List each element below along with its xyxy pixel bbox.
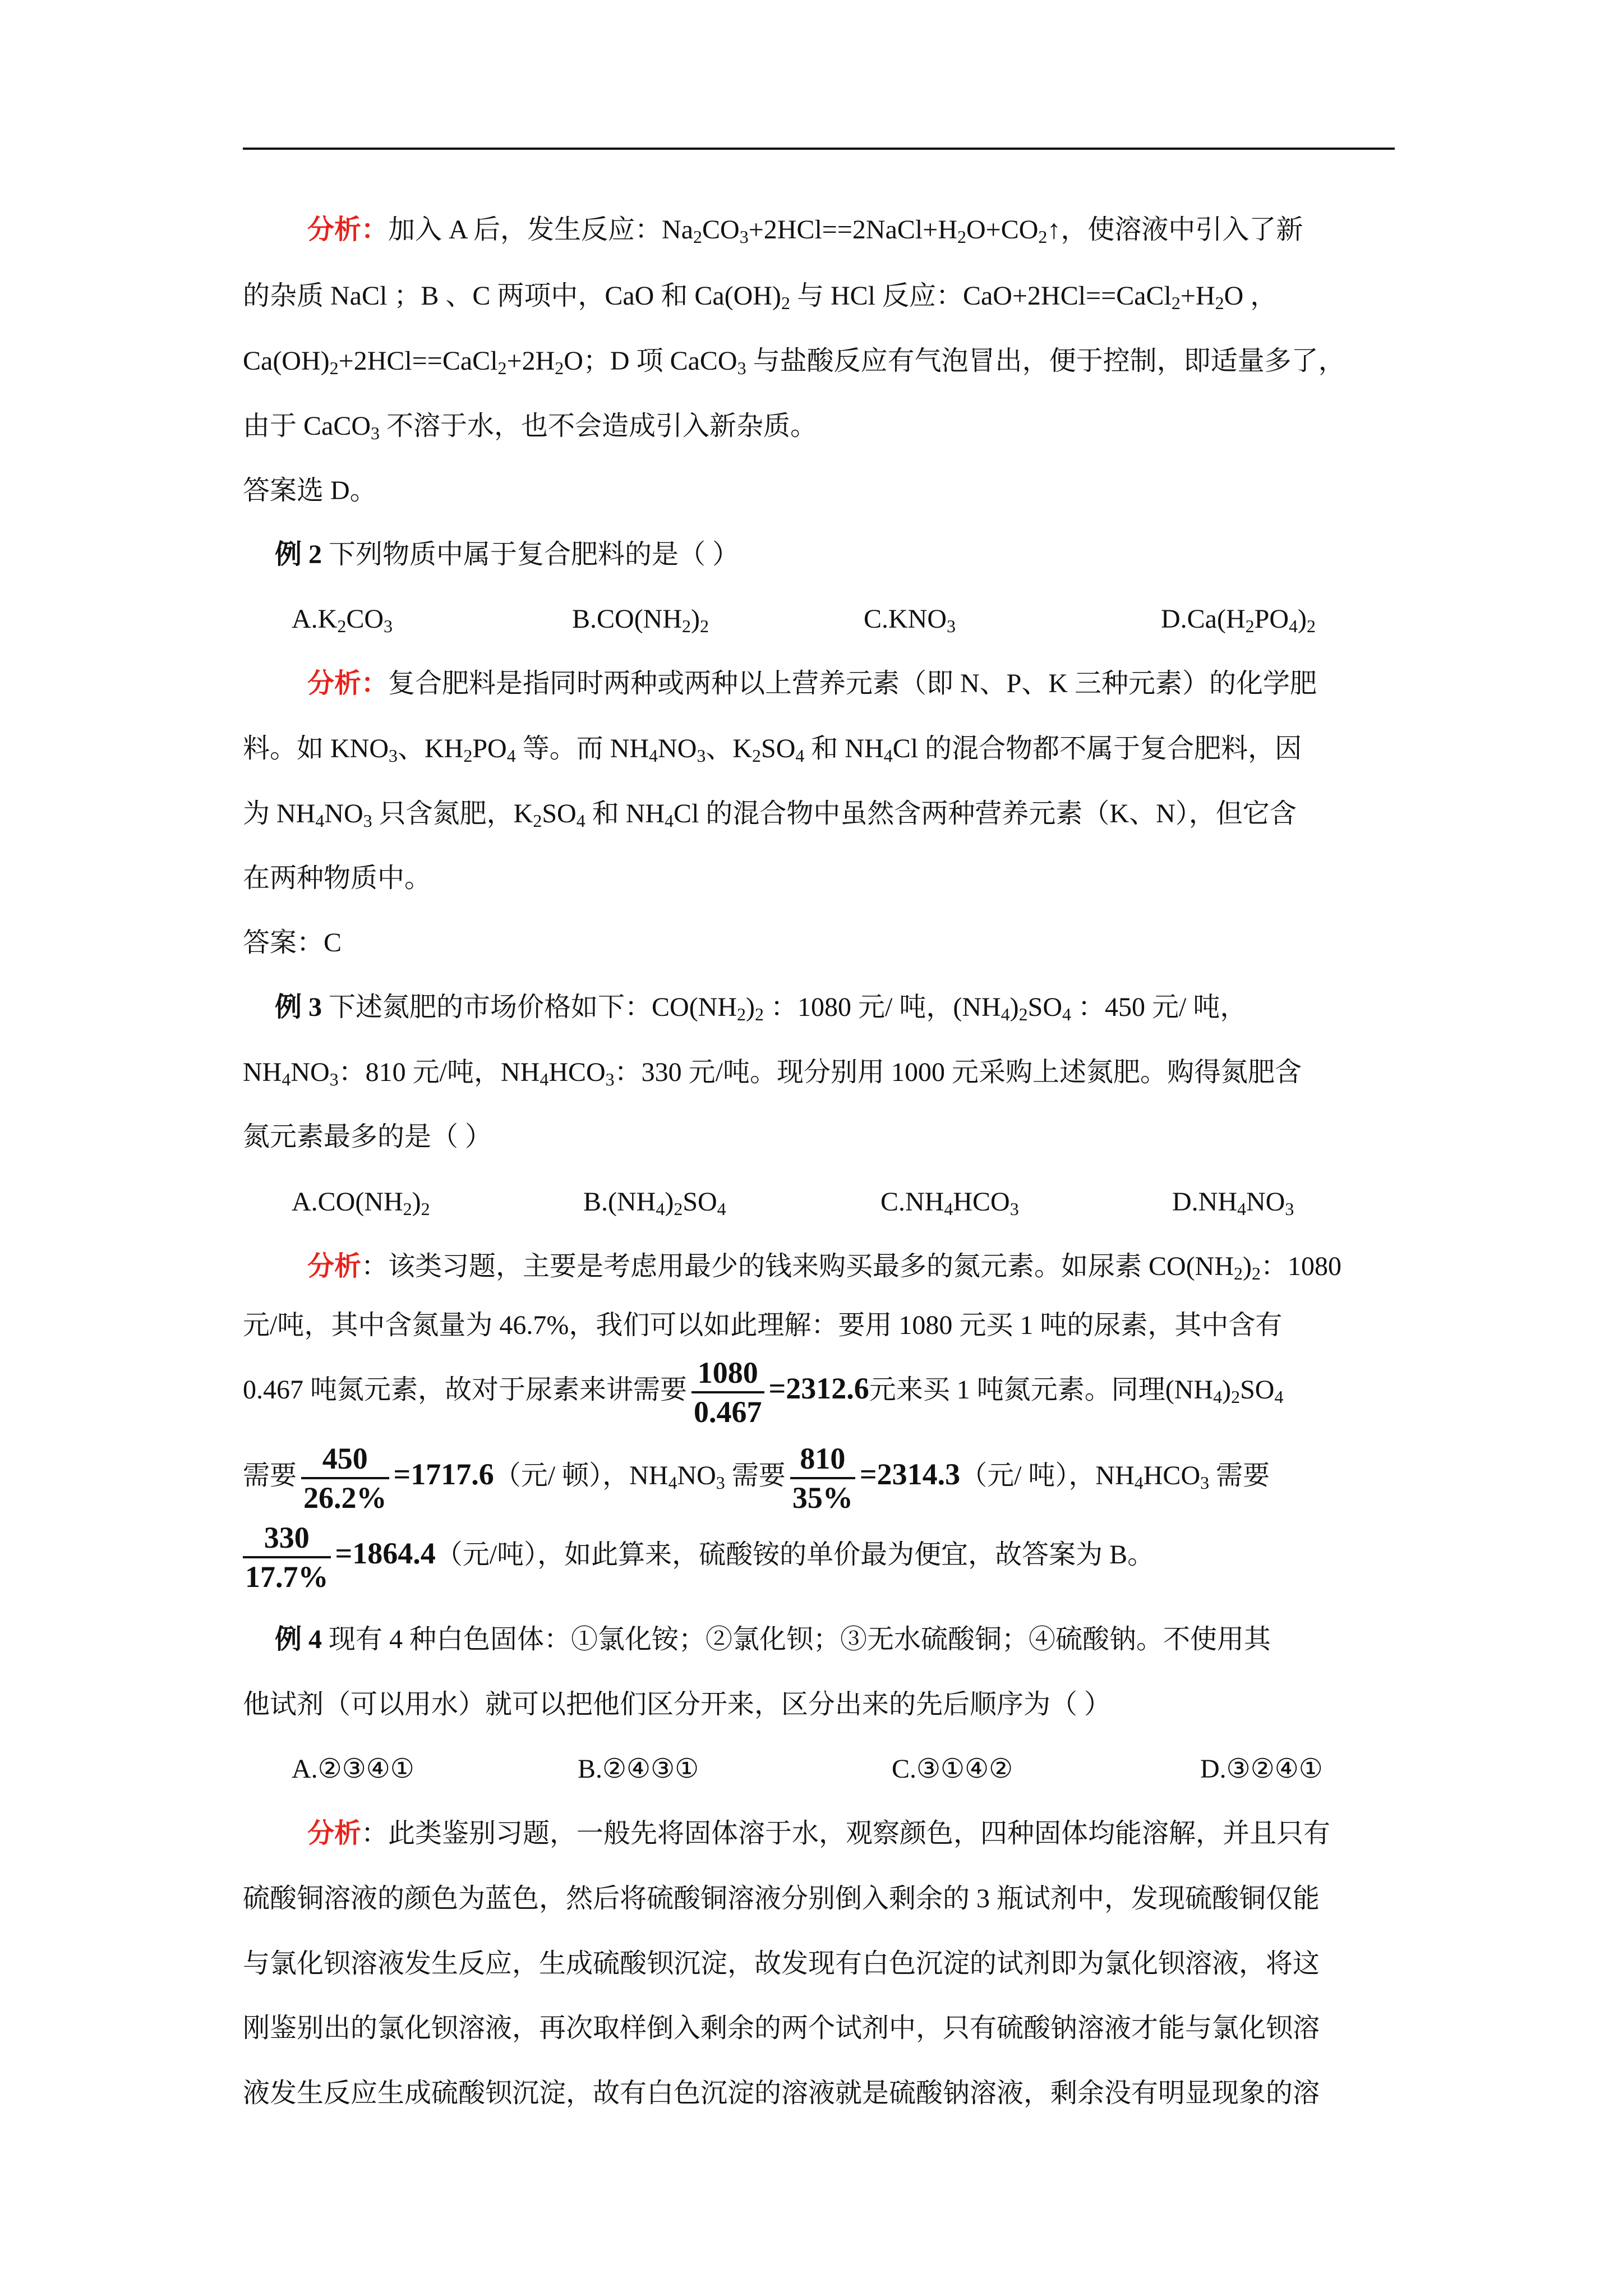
analysis-label: 分析： [307, 215, 389, 245]
analysis-1-line-2: 的杂质 NaCl ；B 、C 两项中，CaO 和 $Ca(OH)_2$ 与 HCl 反应：$CaO+2HCl==CaCl_2+H_2O$ ， [243, 281, 1278, 313]
header-rule [243, 148, 1395, 150]
analysis-4-line-3: 与氯化钡溶液发生反应，生成硫酸钡沉淀，故发现有白色沉淀的试剂即为氯化钡溶液，将这 [243, 1949, 1320, 1978]
analysis-4-line-4: 刚鉴别出的氯化钡溶液，再次取样倒入剩余的两个试剂中，只有硫酸钠溶液才能与氯化钡溶 [243, 2013, 1320, 2043]
analysis-label: 分析 [307, 1251, 362, 1281]
analysis-4-line-2: 硫酸铜溶液的颜色为蓝色，然后将硫酸铜溶液分别倒入剩余的 3 瓶试剂中，发现硫酸铜仅能 [243, 1884, 1320, 1913]
answer-1: 答案选 D。 [243, 476, 377, 505]
fraction-ammonium-sulfate: $\frac{450}{26.2\%}$ [301, 1443, 389, 1513]
example-2-option-d: $D.Ca(H_2PO_4)_2$ [1161, 604, 1316, 636]
example-4-label: 例 4 [275, 1625, 322, 1654]
analysis-4-line-5: 液发生反应生成硫酸钡沉淀，故有白色沉淀的溶液就是硫酸钠溶液，剩余没有明显现象的溶 [243, 2078, 1320, 2108]
example-3-option-d: $D.NH_4NO_3$ [1172, 1187, 1294, 1219]
example-3-question-line-2: $NH_4NO_3$：810 元/吨，$NH_4HCO_3$：330 元/吨。现分别用 1000 元采购上述氮肥。购得氮肥含 [243, 1057, 1302, 1089]
example-2-question: 例 2 下列物质中属于复合肥料的是（ ） [275, 540, 740, 569]
analysis-1-line-1: 分析：加入 A 后，发生反应：$Na_2CO_3+2HCl==2NaCl+H_2O+CO_2↑$，使溶液中引入了新 [307, 215, 1303, 247]
analysis-2-line-2: 料。如 $KNO_3$、$KH_2PO_4$ 等。而 $NH_4NO_3$、$K_2SO_4$ 和 $NH_4Cl$ 的混合物都不属于复合肥料，因 [243, 734, 1302, 766]
example-2-label: 例 2 [275, 540, 322, 569]
analysis-1-line-3: $Ca(OH)_2+2HCl==CaCl_2+2H_2O$；D 项 CaCO$_3$ 与盐酸反应有气泡冒出，便于控制，即适量多了， [243, 346, 1345, 378]
analysis-2-line-1: 分析：复合肥料是指同时两种或两种以上营养元素（即 N、P、K 三种元素）的化学肥 [307, 669, 1317, 698]
example-3-label: 例 3 [275, 992, 322, 1022]
example-2-option-c: $C.KNO_3$ [864, 604, 956, 636]
analysis-label: 分析 [307, 1819, 362, 1848]
fraction-urea: $\frac{1080}{0.467}$ [691, 1358, 764, 1427]
example-4-question-line-2: 他试剂（可以用水）就可以把他们区分开来，区分出来的先后顺序为（ ） [243, 1690, 1112, 1719]
answer-2: 答案：C [243, 928, 342, 958]
fraction-ammonium-nitrate: $\frac{810}{35\%}$ [790, 1443, 855, 1513]
analysis-label: 分析： [307, 669, 389, 698]
example-4-question-line-1: 例 4 现有 4 种白色固体：①氯化铵；②氯化钡；③无水硫酸铜；④硫酸钠。不使用其 [275, 1625, 1271, 1654]
analysis-3-line-2: 元/吨，其中含氮量为 46.7%，我们可以如此理解：要用 1080 元买 1 吨的尿素，其中含有 [243, 1310, 1283, 1340]
example-3-question-line-3: 氮元素最多的是（ ） [243, 1122, 492, 1152]
example-3-option-c: $C.NH_4HCO_3$ [880, 1187, 1019, 1219]
example-2-option-a: $A.K_2CO_3$ [292, 604, 393, 636]
analysis-3-line-5: $\frac{330}{17.7\%}$ =1864.4（元/吨），如此算来，硫酸铵的单价最为便宜，故答案为 B。 [243, 1522, 1154, 1592]
example-4-option-b: B.②④③① [578, 1754, 699, 1784]
example-4-option-a: A.②③④① [292, 1754, 414, 1784]
analysis-1-line-4: 由于 CaCO$_3$ 不溶于水，也不会造成引入新杂质。 [243, 411, 818, 443]
example-4-option-d: D.③②④① [1200, 1754, 1323, 1784]
analysis-3-line-4: 需要 $\frac{450}{26.2\%}$ =1717.6（元/ 顿），$NH_4NO_3$ 需要 $\frac{810}{35\%}$ =2314.3（元/ 吨），$NH_4HCO_3$ 需要 [243, 1442, 1270, 1515]
analysis-4-line-1: 分析：此类鉴别习题，一般先将固体溶于水，观察颜色，四种固体均能溶解，并且只有 [307, 1819, 1331, 1848]
example-2-option-b: $B.CO(NH_2)_2$ [572, 604, 709, 636]
example-3-question-line-1: 例 3 下述氮肥的市场价格如下：$CO(NH_2)_2$ ：1080 元/ 吨，$(NH_4)_2SO_4$ ：450 元/ 吨， [275, 992, 1247, 1024]
analysis-2-line-4: 在两种物质中。 [243, 863, 432, 893]
example-3-option-a: $A.CO(NH_2)_2$ [292, 1187, 430, 1219]
example-3-option-b: $B.(NH_4)_2SO_4$ [583, 1187, 726, 1219]
analysis-3-line-3: 0.467 吨氮元素，故对于尿素来讲需要 $\frac{1080}{0.467}$ =2312.6元来买 1 吨氮元素。同理$(NH_4)_2SO_4$ [243, 1356, 1284, 1429]
example-4-option-c: C.③①④② [892, 1754, 1013, 1784]
analysis-3-line-1: 分析：该类习题，主要是考虑用最少的钱来购买最多的氮元素。如尿素 $CO(NH_2)_2$：1080 [307, 1251, 1342, 1283]
fraction-ammonium-bicarbonate: $\frac{330}{17.7\%}$ [243, 1522, 331, 1592]
analysis-2-line-3: 为 $NH_4NO_3$ 只含氮肥，$K_2SO_4$ 和 $NH_4Cl$ 的混合物中虽然含两种营养元素（K、N），但它含 [243, 799, 1297, 831]
